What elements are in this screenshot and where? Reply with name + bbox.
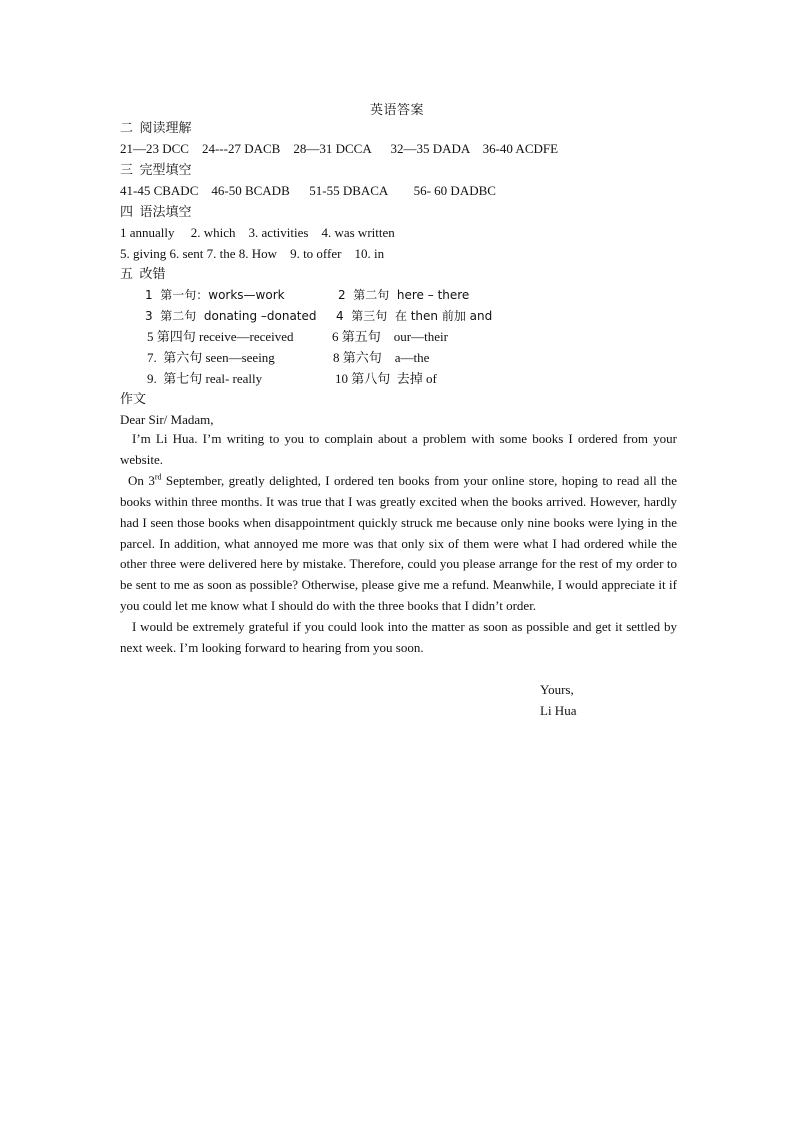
correction-item-4: 4 第三句 在 then 前加 and xyxy=(336,309,493,323)
letter-paragraph-3: I would be extremely grateful if you could look into the matter as soon as possible and get it settled by next week. I’m looking forward to hearing from you soon. xyxy=(120,619,677,656)
correction-item-7: 7. 第六句 seen—seeing xyxy=(147,350,275,365)
grammar-answers-line-1: 1 annually 2. which 3. activities 4. was written xyxy=(120,225,395,240)
cloze-heading: 三 完型填空 xyxy=(120,162,192,177)
date-ordinal-suffix: rd xyxy=(154,472,162,482)
letter-paragraph-2 xyxy=(120,471,677,617)
cloze-answers: 41-45 CBADC 46-50 BCADB 51-55 DBACA 56- 60 DADBC xyxy=(120,183,496,198)
grammar-heading: 四 语法填空 xyxy=(120,204,192,219)
writing-heading: 作文 xyxy=(120,391,147,406)
correction-item-9: 9. 第七句 real- really xyxy=(147,371,263,386)
correction-item-2: 2 第二句 here – there xyxy=(338,288,470,302)
page-title: 英语答案 xyxy=(369,102,424,117)
correction-item-6: 6 第五句 our—their xyxy=(332,329,448,344)
reading-answers: 21—23 DCC 24---27 DACB 28—31 DCCA 32—35 DADA 36-40 ACDFE xyxy=(120,141,559,156)
correction-heading: 五 改错 xyxy=(120,266,166,281)
paragraph-2-text: September, greatly delighted, I ordered ten books from your online store, hoping to read all the books within three months. It was true that I was greatly excited when the books arrived. However, hardly had I seen those books when disappointment quickly struck me because only nine books were lying in the parcel. In addition, what annoyed me more was that only six of them were what I had ordered while the other three were delivered here by mistake. Therefore, could you please arrange for the rest of my order to be sent to me as soon as possible? Otherwise, please give me a refund. Meanwhile, I would appreciate it if you could let me know what I should do with the three books that I didn’t order. xyxy=(120,472,678,614)
correction-item-1: 1 第一句：works—work xyxy=(145,288,285,302)
letter-signature: Li Hua xyxy=(540,703,577,718)
correction-item-5: 5 第四句 receive—received xyxy=(147,329,294,344)
letter-body xyxy=(120,429,677,659)
letter-paragraph-1: I’m Li Hua. I’m writing to you to complain about a problem with some books I ordered from your website. xyxy=(120,431,677,467)
letter-salutation: Dear Sir/ Madam, xyxy=(120,412,214,427)
correction-item-3: 3 第二句 donating –donated xyxy=(145,309,317,323)
reading-heading: 二 阅读理解 xyxy=(120,120,192,135)
grammar-answers-line-2: 5. giving 6. sent 7. the 8. How 9. to offer 10. in xyxy=(120,246,385,261)
letter-closing: Yours, xyxy=(540,682,574,697)
paragraph-2-date-number: On 3 xyxy=(128,472,155,488)
correction-item-8: 8 第六句 a—the xyxy=(333,350,430,365)
correction-item-10: 10 第八句 去掉 of xyxy=(335,371,437,386)
